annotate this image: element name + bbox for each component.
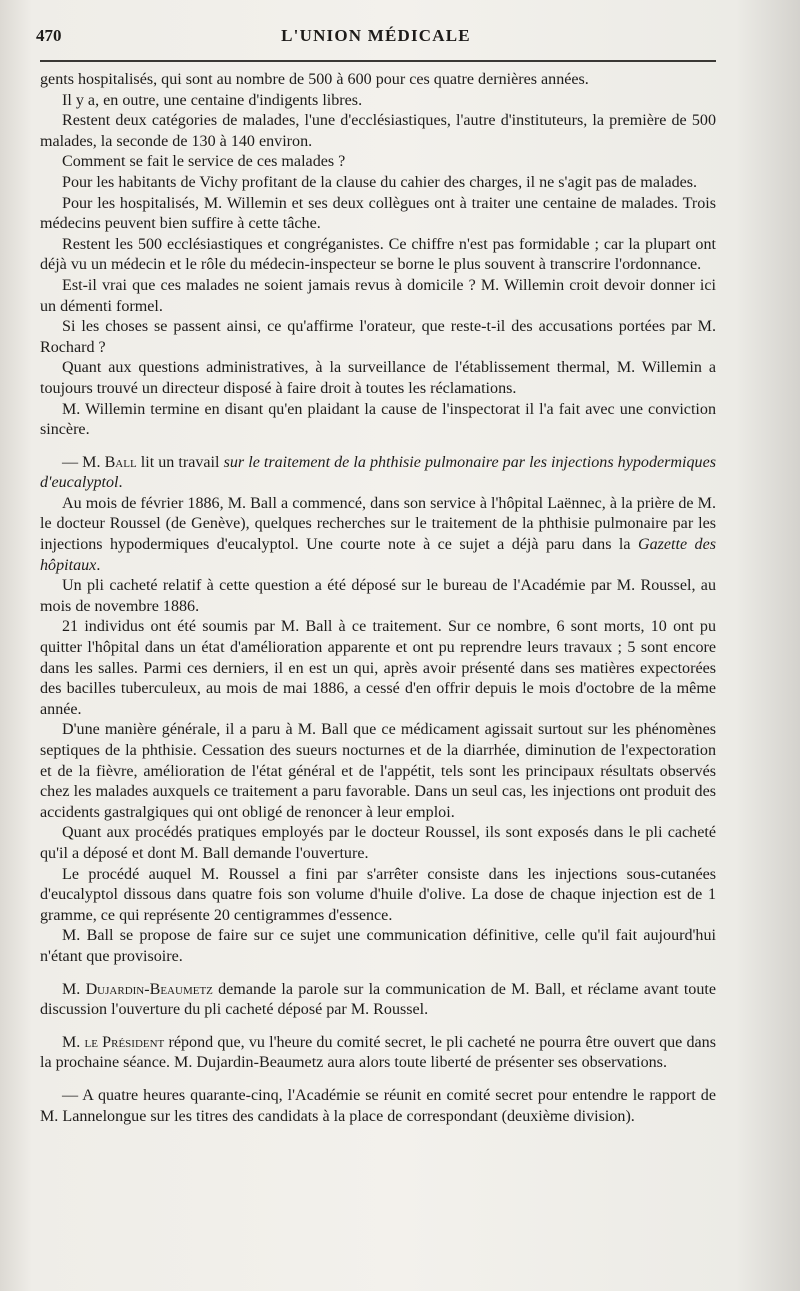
speaker-name-dujardin: Dujardin-Beaumetz — [85, 980, 213, 998]
speaker-name-ball: Ball — [104, 453, 137, 471]
paragraph: Comment se fait le service de ces malades ? — [62, 153, 346, 171]
paragraph: Quant aux questions administratives, à la surveillance de l'établissement thermal, M. Willemin a toujours trouvé un directeur disposé à faire droit à toutes les réclamations. — [40, 359, 716, 397]
intro-dash: — M. — [62, 453, 105, 471]
dujardin-paragraph — [40, 980, 716, 1021]
paragraph: D'une manière générale, il a paru à M. Ball que ce médicament agissait surtout sur les phénomènes septiques de la phthisie. Cessation des sueurs nocturnes et de la diarrhée, diminution de l'expectoration et de la fièvre, amélioration de l'état général et de l'appétit, tels sont les principaux résultats observés chez les malades auxquels ce traitement a paru favorable. Dans un seul cas, les injections ont produit des accidents gastralgiques qui ont obligé de renoncer à leur emploi. — [40, 721, 716, 821]
paragraph: Si les choses se passent ainsi, ce qu'affirme l'orateur, que reste-t-il des accusations portées par M. Rochard ? — [40, 318, 716, 356]
ball-intro-paragraph — [40, 453, 716, 494]
prefix: M. — [62, 1033, 85, 1051]
paragraph-text: Au mois de février 1886, M. Ball a commencé, dans son service à l'hôpital Laënnec, à la prière de M. le docteur Roussel (de Genève), quelques recherches sur le traitement de la phthisie pulmonaire par les injections hypodermiques d'eucalyptol. Une courte note à ce sujet a déjà paru dans la — [40, 494, 716, 554]
work-title: sur le traitement de la phthisie pulmonaire par les injections hypodermiques d'eucalyptol — [40, 453, 716, 492]
paragraph: Restent les 500 ecclésiastiques et congréganistes. Ce chiffre n'est pas formidable ; car la plupart ont déjà vu un médecin et le rôle du médecin-inspecteur se borne le plus souvent à transcrire l'ordonnance. — [40, 235, 716, 274]
paragraph: M. Ball se propose de faire sur ce sujet une communication définitive, celle qu'il fait aujourd'hui n'étant que provisoire. — [40, 927, 716, 965]
header-rule — [40, 60, 716, 62]
closing-paragraph: — A quatre heures quarante-cinq, l'Académie se réunit en comité secret pour entendre le rapport de M. Lannelongue sur les titres des candidats à la place de correspondant (deuxième division). — [40, 1086, 716, 1125]
paragraph: gents hospitalisés, qui sont au nombre de 500 à 600 pour ces quatre dernières années. — [40, 71, 589, 88]
paragraph: Le procédé auquel M. Roussel a fini par s'arrêter consiste dans les injections sous-cutanées d'eucalyptol dissous dans quatre fois son volume d'huile d'olive. La dose de chaque injection est de 1 gramme, ce qui représente 20 centigrammes d'essence. — [40, 865, 716, 924]
paragraph — [40, 494, 716, 576]
prefix: M. — [62, 980, 86, 998]
running-title: L'UNION MÉDICALE — [281, 26, 471, 45]
paragraph: Il y a, en outre, une centaine d'indigents libres. — [62, 91, 363, 109]
president-paragraph — [40, 1033, 716, 1074]
paragraph: M. Willemin termine en disant qu'en plaidant la cause de l'inspectorat il l'a fait avec une conviction sincère. — [40, 400, 716, 439]
page-number: 470 — [36, 26, 62, 45]
page-header — [36, 26, 716, 54]
paragraph-text-end: . — [96, 556, 101, 574]
page-body — [40, 70, 716, 1127]
intro-end: . — [118, 474, 123, 492]
paragraph: Pour les habitants de Vichy profitant de la clause du cahier des charges, il ne s'agit pas de malades. — [62, 173, 698, 191]
paragraph-text: répond que, vu l'heure du comité secret, le pli cacheté ne pourra être ouvert que dans la prochaine séance. M. Dujardin-Beaumetz aura alors toute liberté de présenter ses observations. — [40, 1033, 716, 1072]
journal-title: Gazette des hôpitaux — [40, 536, 716, 574]
speaker-name-president: le Président — [84, 1033, 165, 1051]
paragraph: Un pli cacheté relatif à cette question a été déposé sur le bureau de l'Académie par M. Roussel, au mois de novembre 1886. — [40, 577, 716, 615]
paragraph: 21 individus ont été soumis par M. Ball à ce traitement. Sur ce nombre, 6 sont morts, 10 ont pu quitter l'hôpital dans un état d'amélioration apparente et ont pu reprendre leurs travaux ; 5 sont encore dans les salles. Parmi ces derniers, il en est un qui, après avoir présenté dans ses matières expectorées des bacilles tuberculeux, au mois de mai 1886, a cessé d'en offrir depuis le mois d'octobre de la même année. — [40, 618, 716, 718]
paragraph: Quant aux procédés pratiques employés par le docteur Roussel, ils sont exposés dans le pli cacheté qu'il a déposé et dont M. Ball demande l'ouverture. — [40, 824, 716, 862]
paragraph-text: demande la parole sur la communication de M. Ball, et réclame avant toute discussion l'ouverture du pli cacheté déposé par M. Roussel. — [40, 980, 716, 1019]
intro-verb: lit un travail — [136, 453, 224, 471]
paragraph: Est-il vrai que ces malades ne soient jamais revus à domicile ? M. Willemin croit devoir donner ici un démenti formel. — [40, 276, 716, 315]
paragraph: Restent deux catégories de malades, l'une d'ecclésiastiques, l'autre d'instituteurs, la première de 500 malades, la seconde de 130 à 140 environ. — [40, 112, 716, 150]
paragraph: Pour les hospitalisés, M. Willemin et ses deux collègues ont à traiter une centaine de malades. Trois médecins peuvent bien suffire à cette tâche. — [40, 194, 716, 233]
